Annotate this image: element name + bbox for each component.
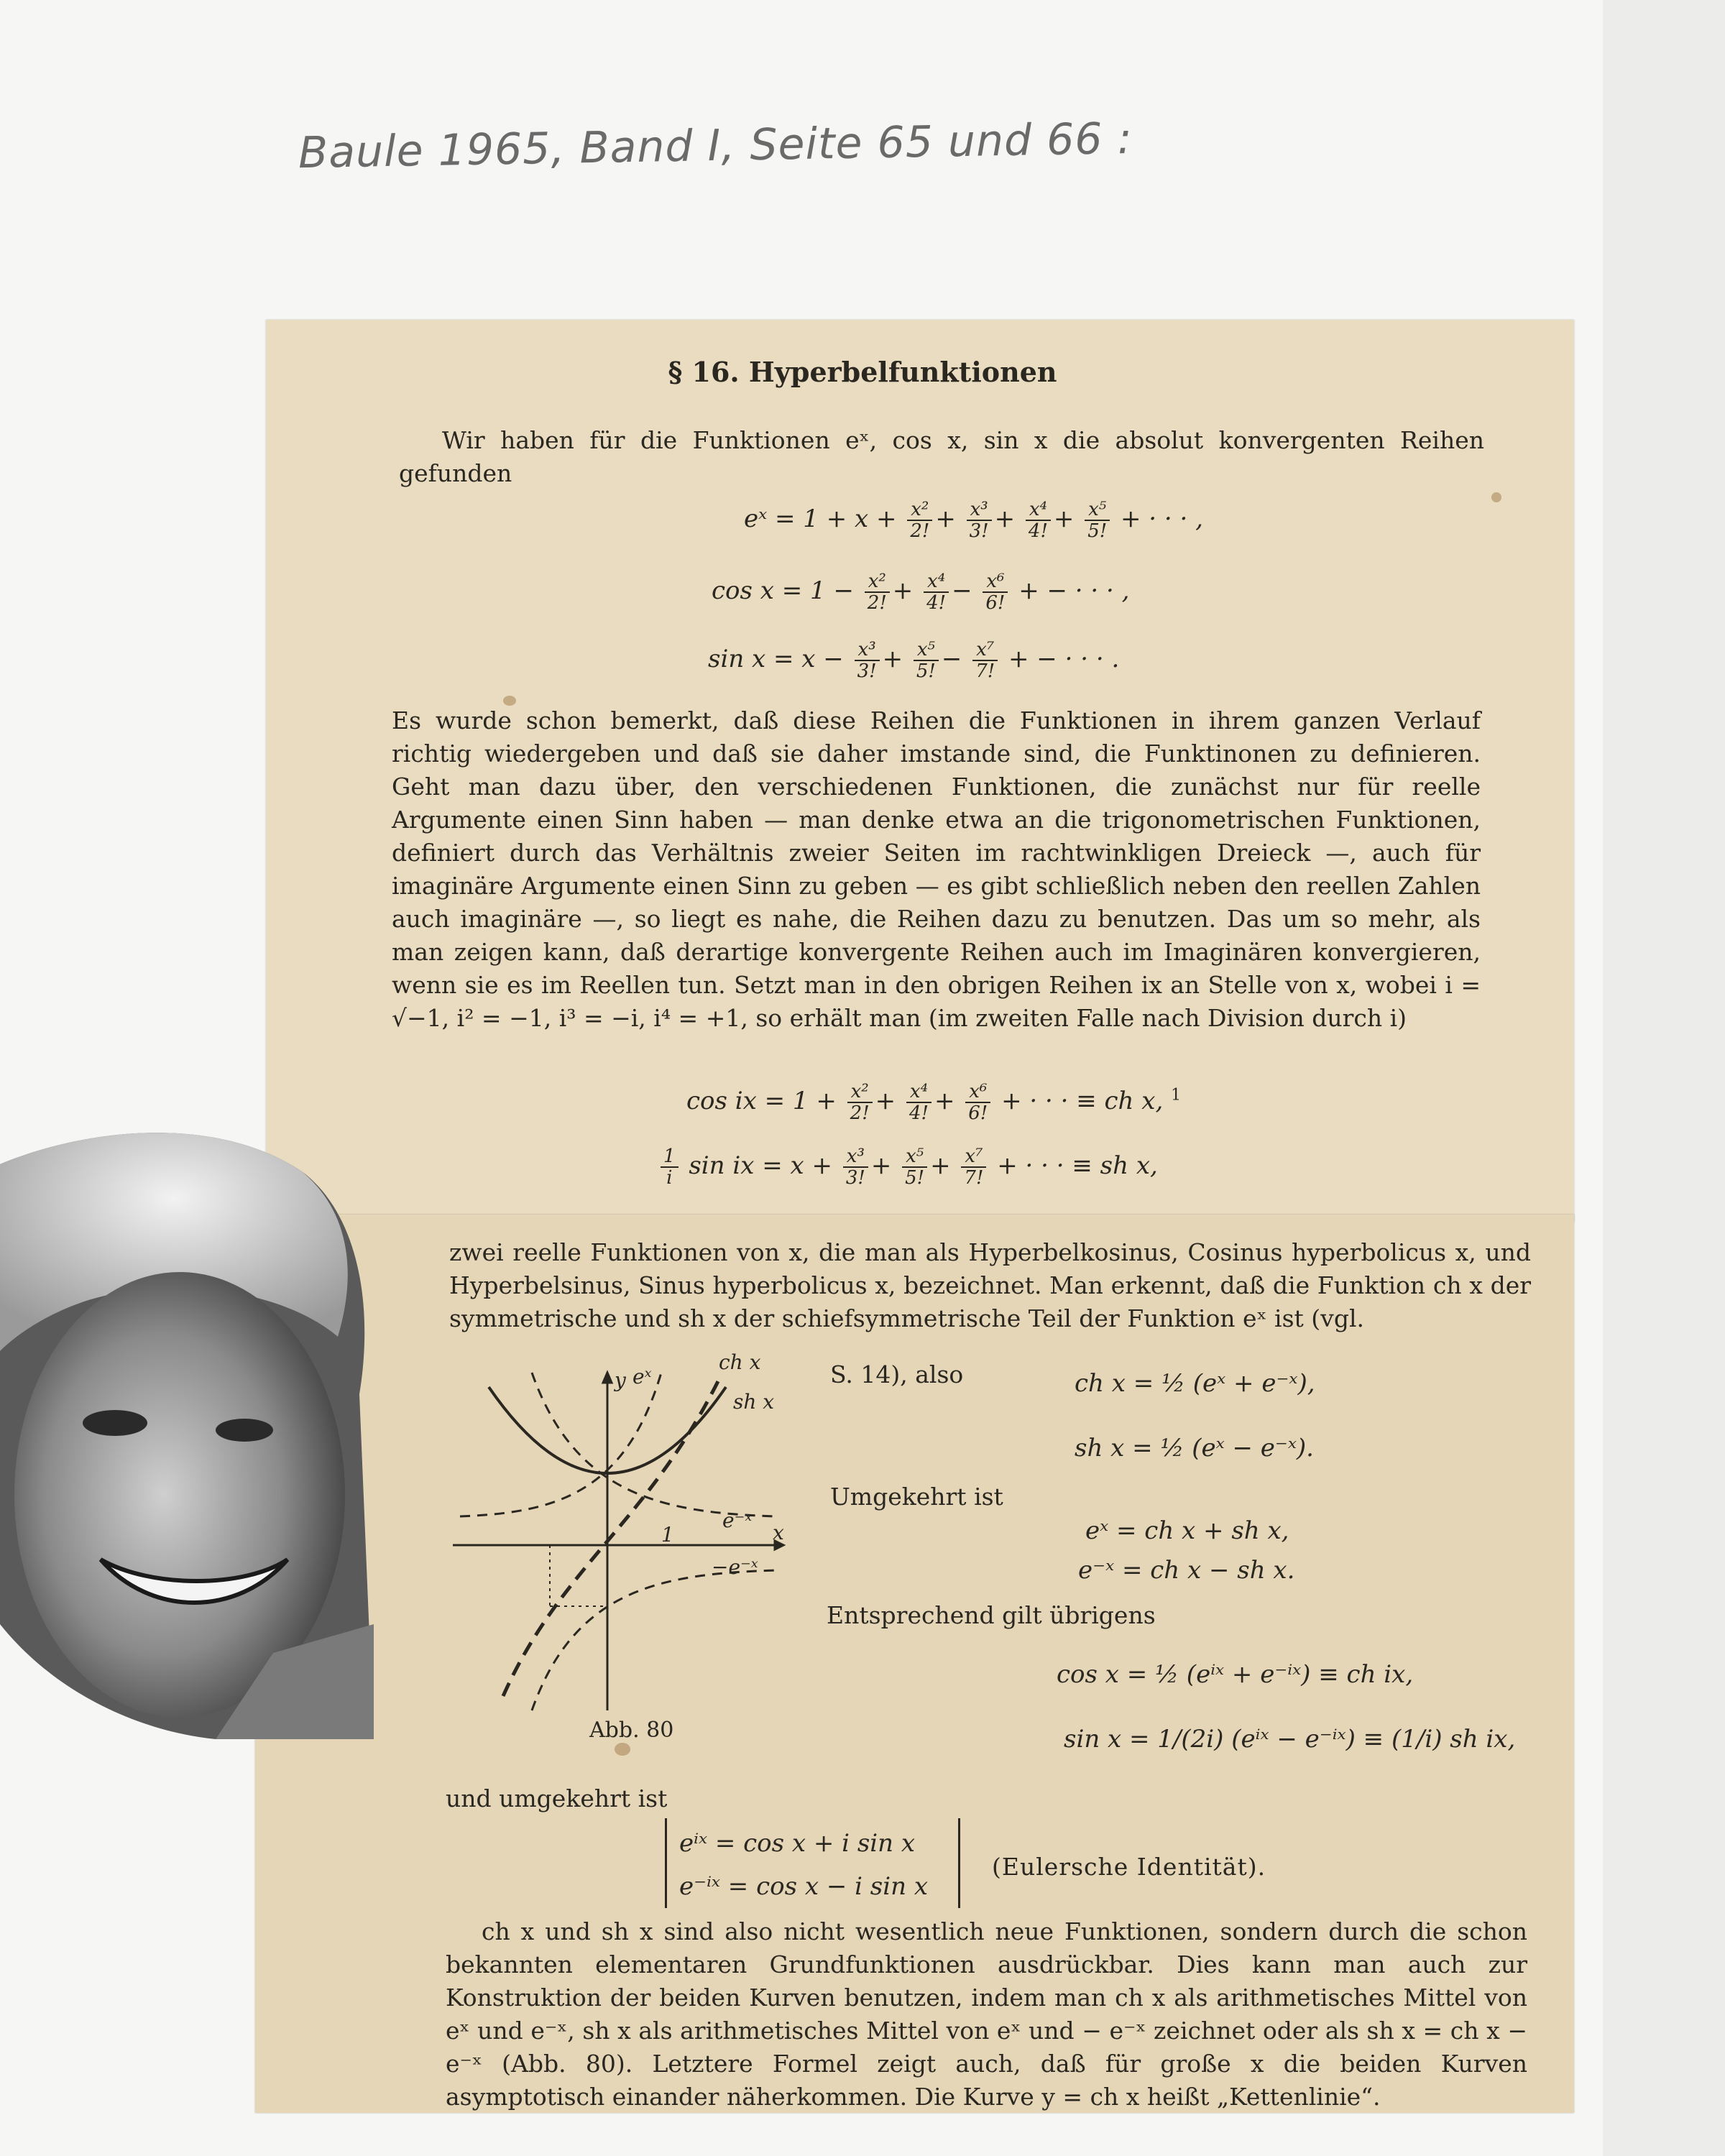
- cos-series: cos x = 1 − $\frac{\text{x²}}{2!}$ + $\frac{\text{x⁴}}{4!}$ − $\frac{\text{x⁶}}{6!}$ + − · · · ,: [712, 571, 1130, 614]
- euler-label: (Eulersche Identität).: [992, 1853, 1266, 1881]
- paper-stain: [615, 1743, 630, 1756]
- sin-series-tail: + − · · · .: [1008, 645, 1120, 673]
- sinh-series: $\frac{1}{i}$ sin ix = x + $\frac{\text{x³}}{3!}$ + $\frac{\text{x⁵}}{5!}$ + $\frac{\text{x⁷}}{7!}$ + · · · ≡ sh x,: [658, 1146, 1158, 1188]
- exp-series-lhs: eˣ = 1 + x +: [744, 505, 897, 533]
- fig-label-memx: −e⁻ˣ: [712, 1555, 758, 1579]
- entsprechend-text: Entsprechend gilt übrigens: [827, 1601, 1156, 1629]
- euler-line-2: e⁻ⁱˣ = cos x − i sin x: [679, 1872, 929, 1901]
- exp-series-tail: + · · · ,: [1121, 505, 1203, 533]
- y-axis-arrow: [603, 1373, 612, 1383]
- also-text: S. 14), also: [830, 1360, 964, 1388]
- fig-label-x: x: [773, 1521, 784, 1544]
- figure-abb-80: [446, 1351, 791, 1725]
- cosh-series: cos ix = 1 + $\frac{\text{x²}}{2!}$ + $\frac{\text{x⁴}}{4!}$ + $\frac{\text{x⁶}}{6!}$ + · · · ≡ ch x, $^1$: [686, 1081, 1182, 1124]
- sh-curve: [503, 1380, 719, 1696]
- paragraph-construction: ch x und sh x sind also nicht wesentlich neue Funktionen, sondern durch die schon bekannten elementaren Grundfunktionen ausdrückbar. Dies kann man auch zur Konstruktion der beiden Kurven benutzen, indem man ch x als arithmetisches Mittel von eˣ und e⁻ˣ, sh x als arithmetisches Mittel von eˣ und − e⁻ˣ zeichnet oder als sh x = ch x − e⁻ˣ (Abb. 80). Letztere Formel zeigt auch, daß für große x die beiden Kurven asymptotisch einander näherkommen. Die Kurve y = ch x heißt „Kettenlinie“.: [446, 1917, 1527, 2111]
- sin-exp-identity: sin x = 1/(2i) (eⁱˣ − e⁻ⁱˣ) ≡ (1/i) sh ix,: [1064, 1725, 1516, 1754]
- ch-definition: ch x = ½ (eˣ + e⁻ˣ),: [1075, 1369, 1315, 1398]
- fig-label-ex: eˣ: [632, 1365, 652, 1388]
- cos-series-lhs: cos x = 1 −: [712, 576, 854, 605]
- und-umgekehrt-text: und umgekehrt ist: [446, 1784, 668, 1812]
- section-title: § 16. Hyperbelfunktionen: [668, 356, 1057, 388]
- ex-identity: eˣ = ch x + sh x,: [1085, 1516, 1289, 1545]
- eye-left: [83, 1410, 147, 1436]
- cosh-series-lhs: cos ix = 1 +: [686, 1087, 837, 1115]
- fig-label-y: y: [615, 1368, 626, 1392]
- handwritten-note: Baule 1965, Band I, Seite 65 und 66 :: [298, 113, 1133, 179]
- author-photo: [0, 1121, 374, 1739]
- fig-label-emx: e⁻ˣ: [722, 1508, 753, 1532]
- cosh-series-tail: + · · · ≡ ch x,: [1001, 1087, 1164, 1115]
- fig-label-one: 1: [661, 1523, 674, 1547]
- sinh-series-tail: + · · · ≡ sh x,: [997, 1151, 1158, 1180]
- paragraph-definition: Es wurde schon bemerkt, daß diese Reihen die Funktionen in ihrem ganzen Verlauf richtig wiedergeben und daß sie daher imstande sind, die Funktinonen zu definieren. Geht man dazu über, den verschiedenen Funktionen, die zunächst nur für reelle Argumente einen Sinn haben — man denke etwa an die trigonometrischen Funktionen, definiert durch das Verhältnis zweier Seiten im rachtwinkligen Dreieck —, auch für imaginäre Argumente einen Sinn zu geben — es gibt schließlich neben den reellen Zahlen auch imaginäre —, so liegt es nahe, die Reihen dazu zu benutzen. Das um so mehr, als man zeigen kann, daß derartige konvergente Reihen auch im Imaginären konvergieren, wenn sie es im Reellen tun. Setzt man in den obrigen Reihen ix an Stelle von x, wobei i = √−1, i² = −1, i³ = −i, i⁴ = +1, so erhält man (im zweiten Falle nach Division durch i): [392, 706, 1481, 1032]
- paper-stain: [1491, 492, 1501, 502]
- euler-line-1: eⁱˣ = cos x + i sin x: [679, 1829, 916, 1858]
- intro-paragraph: Wir haben für die Funktionen eˣ, cos x, sin x die absolut konvergenten Reihen gefunden: [399, 426, 1484, 487]
- exp-series: eˣ = 1 + x + $\frac{\text{x²}}{2!}$ + $\frac{\text{x³}}{3!}$ + $\frac{\text{x⁴}}{4!}$ + $\frac{\text{x⁵}}{5!}$ + · · · ,: [744, 499, 1203, 542]
- sin-series: sin x = x − $\frac{\text{x³}}{3!}$ + $\frac{\text{x⁵}}{5!}$ − $\frac{\text{x⁷}}{7!}$ + − · · · .: [708, 639, 1120, 682]
- fig-label-shx: sh x: [733, 1390, 775, 1414]
- fig-label-chx: ch x: [719, 1351, 761, 1374]
- figure-caption: Abb. 80: [589, 1718, 674, 1743]
- sh-definition: sh x = ½ (eˣ − e⁻ˣ).: [1075, 1434, 1314, 1462]
- emx-identity: e⁻ˣ = ch x − sh x.: [1078, 1556, 1295, 1585]
- paragraph-hyperbolic: zwei reelle Funktionen von x, die man als Hyperbelkosinus, Cosinus hyperbolicus x, und Hyperbelsinus, Sinus hyperbolicus x, bezeichnet. Man erkennt, daß die Funktion ch x der symmetrische und sh x der schiefsymmetrische Teil der Funktion eˣ ist (vgl.: [449, 1238, 1531, 1332]
- sin-series-lhs: sin x = x −: [708, 645, 844, 673]
- cos-series-tail: + − · · · ,: [1018, 576, 1130, 605]
- eye-right: [216, 1419, 273, 1442]
- footnote-marker: 1: [1171, 1086, 1182, 1105]
- paper-stain: [503, 696, 516, 706]
- sinh-series-lhs: sin ix = x +: [689, 1151, 833, 1180]
- ex-curve: [460, 1373, 661, 1516]
- cos-exp-identity: cos x = ½ (eⁱˣ + e⁻ⁱˣ) ≡ ch ix,: [1057, 1660, 1414, 1689]
- page-edge: [1603, 0, 1725, 2156]
- umgekehrt-text: Umgekehrt ist: [830, 1483, 1003, 1511]
